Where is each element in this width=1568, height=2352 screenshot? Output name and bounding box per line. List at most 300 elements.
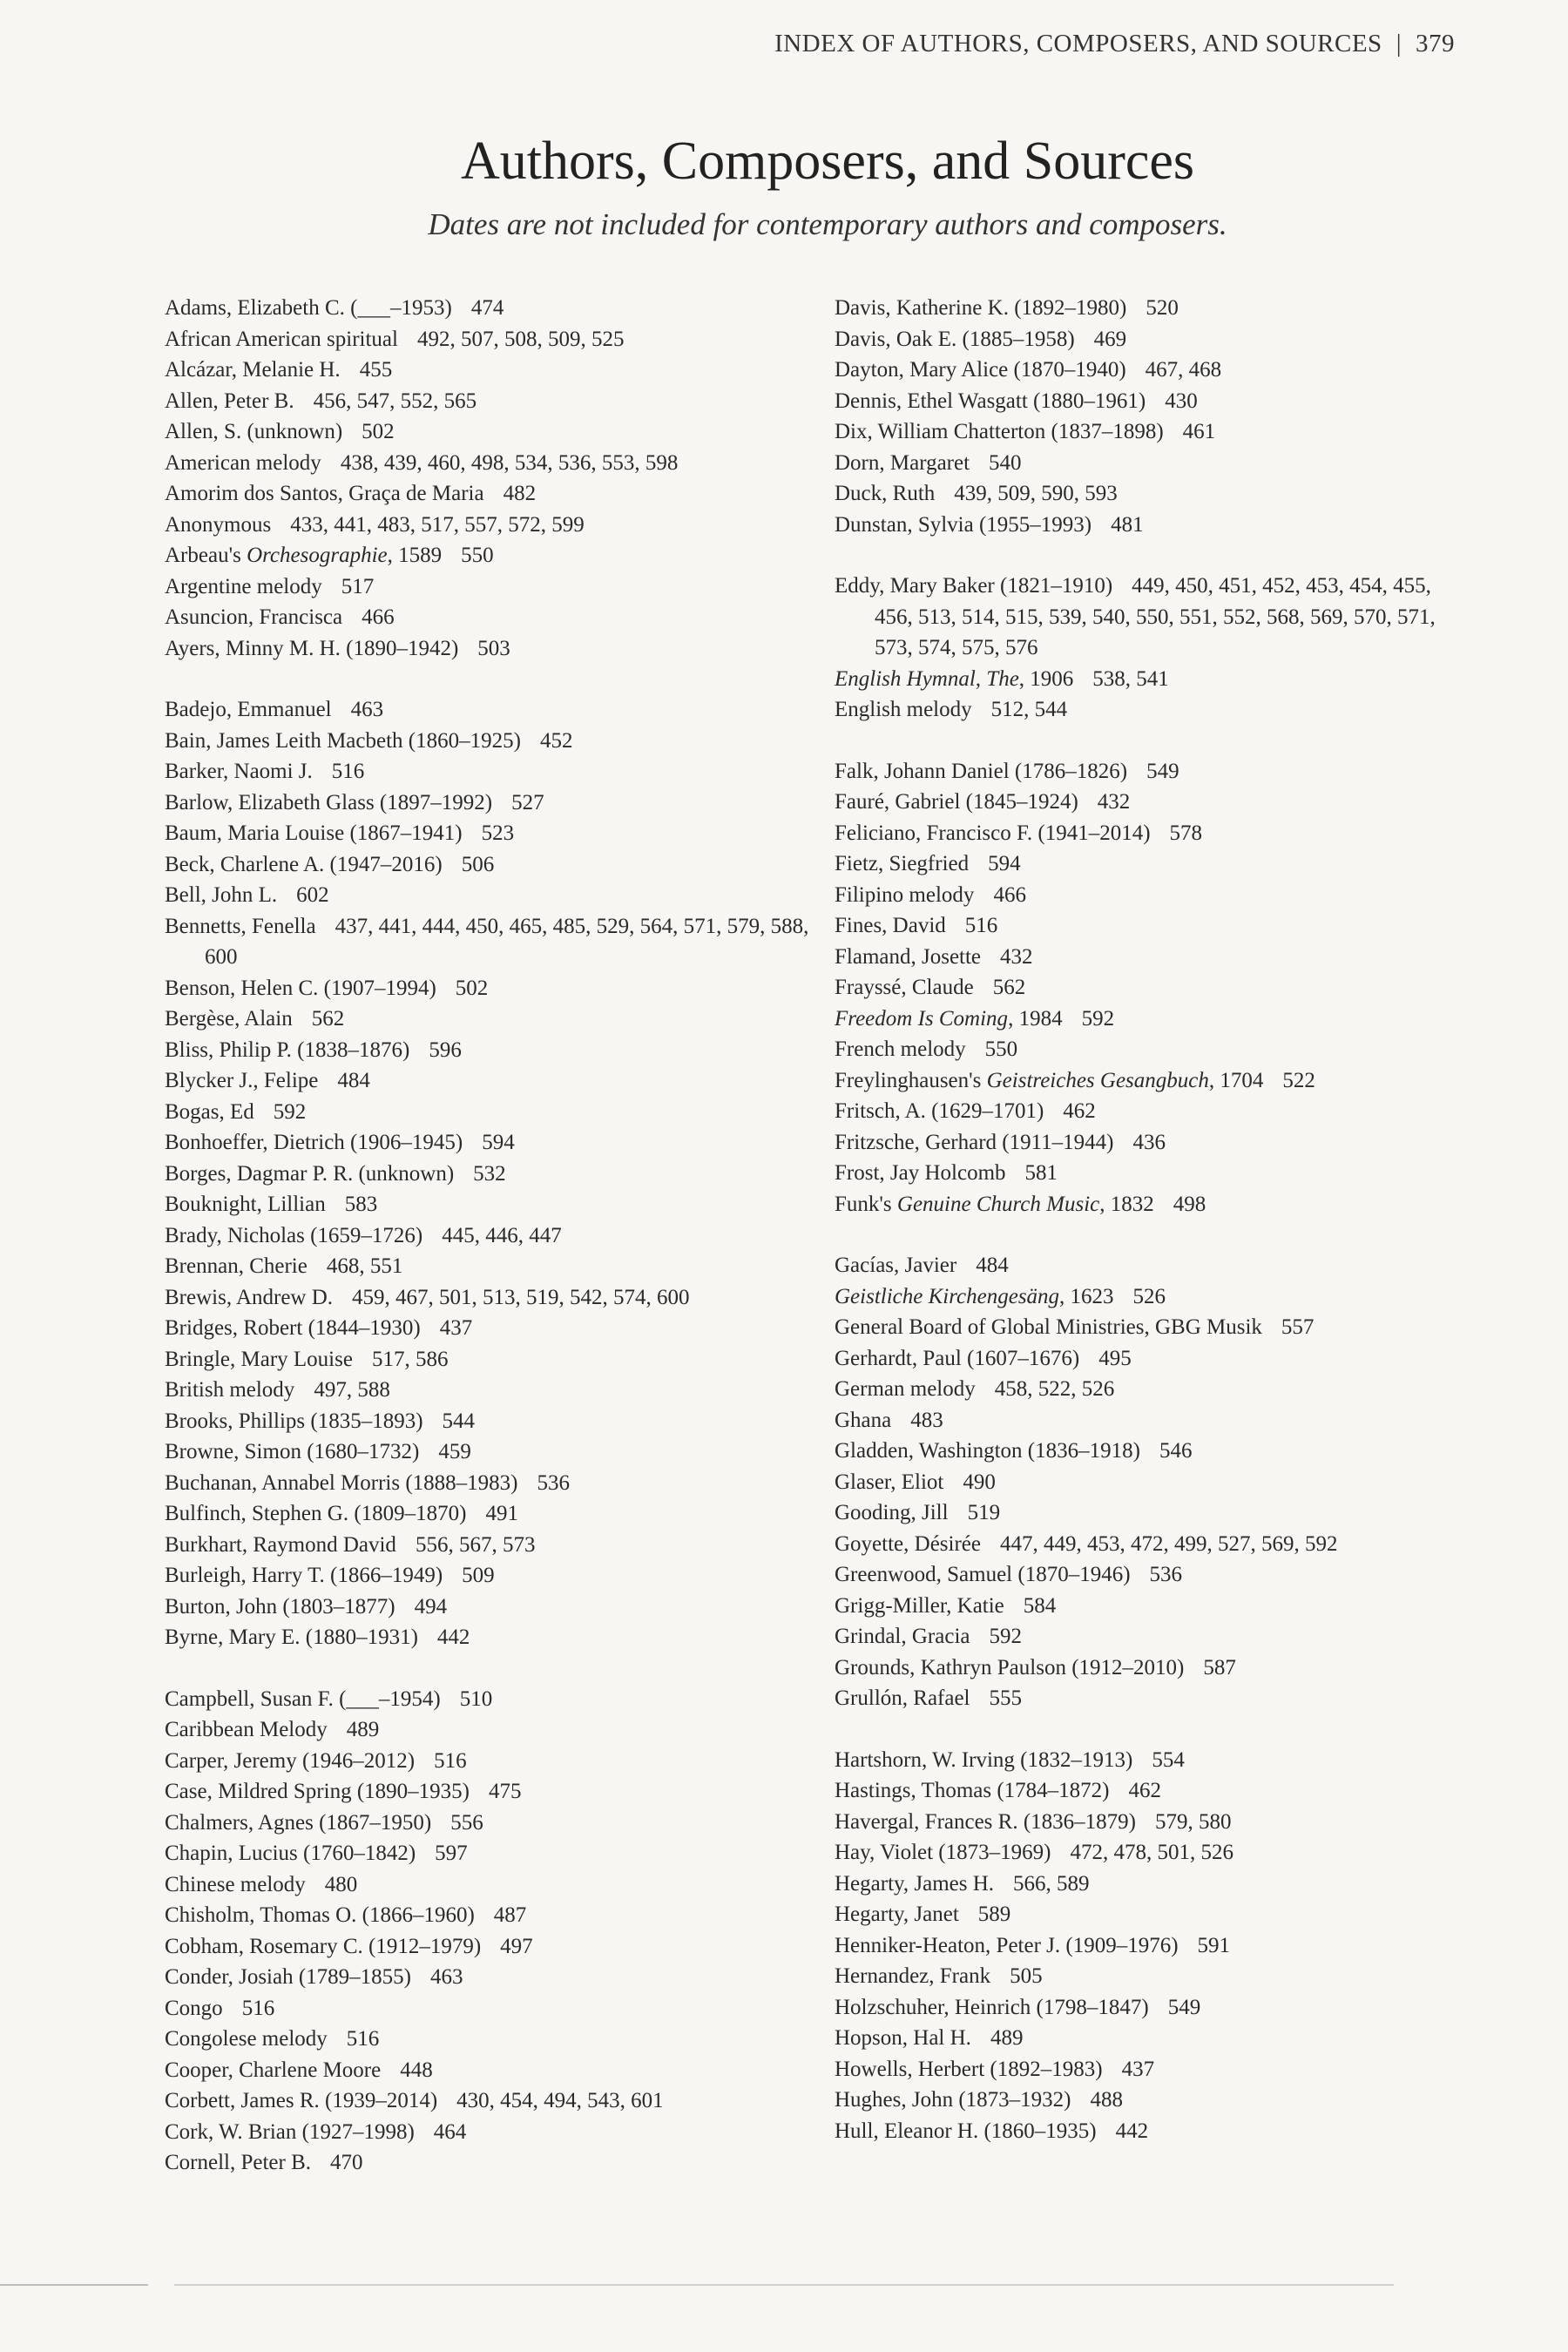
entry-name: Dunstan, Sylvia (1955–1993)	[835, 512, 1092, 537]
entry-name: Cork, W. Brian (1927–1998)	[165, 2119, 415, 2144]
footer-rule	[174, 2284, 1394, 2286]
index-entry	[165, 2085, 835, 2117]
index-entry	[835, 756, 1462, 787]
index-entry	[835, 1807, 1462, 1838]
entry-pages: 546	[1159, 1439, 1193, 1463]
index-entry	[165, 1189, 835, 1220]
entry-pages: 462	[1063, 1099, 1096, 1123]
entry-name: Gooding, Jill	[835, 1501, 949, 1524]
entry-name: Buchanan, Annabel Morris (1888–1983)	[165, 1470, 518, 1495]
letter-group	[835, 293, 1462, 540]
entry-pages: 481	[1111, 512, 1144, 537]
index-entry	[165, 1776, 835, 1808]
entry-name: British melody	[165, 1378, 295, 1402]
entry-name: Glaser, Eliot	[835, 1470, 944, 1494]
letter-group	[835, 1745, 1462, 2147]
entry-pages: 491	[485, 1502, 518, 1525]
entry-name: Hegarty, Janet	[835, 1903, 959, 1926]
index-entry	[165, 1530, 835, 1561]
entry-name: Fauré, Gabriel (1845–1924)	[835, 790, 1078, 814]
entry-suffix: , 1906	[1018, 666, 1074, 691]
entry-name: Hopson, Hal H.	[835, 2026, 971, 2050]
footer-rule	[0, 2284, 148, 2286]
letter-group	[165, 694, 835, 1653]
index-entry	[165, 448, 835, 479]
entry-name: Baum, Maria Louise (1867–1941)	[165, 821, 463, 845]
entry-title-italic: Geistreiches Gesangbuch	[986, 1068, 1209, 1092]
entry-pages: 592	[989, 1625, 1022, 1648]
entry-name: Bennetts, Fenella	[165, 914, 316, 938]
entry-name: Asuncion, Francisca	[165, 605, 343, 629]
index-entry	[835, 510, 1462, 541]
entry-pages: 437, 441, 444, 450, 465, 485, 529, 564, 571, 579, 588, 600	[205, 914, 809, 969]
entry-pages: 455	[359, 358, 393, 382]
index-entry	[835, 2054, 1462, 2085]
entry-name: Corbett, James R. (1939–2014)	[165, 2089, 438, 2112]
entry-name: Flamand, Josette	[835, 944, 982, 969]
entry-name: African American spiritual	[165, 327, 398, 351]
entry-name: Badejo, Emmanuel	[165, 698, 332, 721]
entry-pages: 475	[488, 1780, 522, 1803]
index-column-right	[835, 293, 1462, 2177]
entry-title-italic: Orchesographie	[247, 544, 388, 567]
index-entry	[165, 2024, 835, 2055]
entry-name: Hastings, Thomas (1784–1872)	[835, 1779, 1110, 1802]
entry-pages: 458, 522, 526	[994, 1377, 1115, 1401]
entry-name: Fritzsche, Gerhard (1911–1944)	[835, 1130, 1114, 1154]
index-entry	[165, 1808, 835, 1839]
index-entry	[165, 756, 835, 787]
entry-pages: 549	[1146, 759, 1179, 783]
index-entry	[835, 1158, 1462, 1189]
entry-name: Dorn, Margaret	[835, 450, 970, 475]
index-entry	[835, 386, 1462, 417]
entry-pages: 497	[500, 1934, 533, 1958]
entry-name: Chapin, Lucius (1760–1842)	[165, 1842, 416, 1865]
entry-pages: 436	[1132, 1130, 1166, 1154]
index-entry	[835, 355, 1462, 386]
entry-name: Falk, Johann Daniel (1786–1826)	[835, 759, 1128, 783]
entry-pages: 464	[433, 2119, 467, 2144]
entry-pages: 597	[435, 1842, 468, 1865]
entry-pages: 519	[967, 1501, 1001, 1524]
index-entry	[165, 1035, 835, 1066]
entry-name: Howells, Herbert (1892–1983)	[835, 2057, 1103, 2081]
entry-name: Bulfinch, Stephen G. (1809–1870)	[165, 1502, 467, 1525]
letter-group	[835, 756, 1462, 1220]
entry-pages: 516	[346, 2027, 380, 2051]
entry-name: Davis, Oak E. (1885–1958)	[835, 327, 1075, 351]
entry-name: Frayssé, Claude	[835, 976, 974, 999]
entry-pages: 432	[1097, 790, 1131, 814]
entry-name: Allen, S. (unknown)	[165, 420, 343, 443]
entry-pages: 468, 551	[326, 1254, 403, 1278]
entry-name: Barker, Naomi J.	[165, 760, 313, 783]
index-entry	[165, 386, 835, 417]
entry-name: Hartshorn, W. Irving (1832–1913)	[835, 1747, 1133, 1772]
entry-pages: 430, 454, 494, 543, 601	[456, 2089, 664, 2112]
entry-pages: 523	[481, 821, 515, 845]
index-entry	[165, 1004, 835, 1035]
entry-name: French melody	[835, 1037, 966, 1061]
index-entry	[835, 1034, 1462, 1065]
entry-name: Freylinghausen's	[835, 1068, 987, 1092]
entry-name: Gerhardt, Paul (1607–1676)	[835, 1346, 1080, 1370]
entry-pages: 587	[1203, 1655, 1236, 1680]
index-entry	[165, 880, 835, 911]
index-entry	[165, 818, 835, 849]
entry-name: Bogas, Ed	[165, 1099, 254, 1124]
entry-name: Bonhoeffer, Dietrich (1906–1945)	[165, 1131, 463, 1154]
entry-name: Brooks, Phillips (1835–1893)	[165, 1409, 423, 1433]
entry-pages: 456, 547, 552, 565	[313, 389, 477, 413]
letter-group	[165, 1684, 835, 2179]
entry-title-italic: Freedom Is Coming	[835, 1006, 1009, 1031]
entry-suffix: , 1704	[1208, 1068, 1264, 1092]
entry-pages: 591	[1197, 1933, 1231, 1957]
index-entry	[165, 694, 835, 726]
entry-suffix: , 1589	[387, 544, 443, 567]
index-entry	[835, 848, 1462, 880]
index-entry	[835, 1436, 1462, 1467]
entry-pages: 554	[1152, 1747, 1185, 1772]
index-entry	[165, 2147, 835, 2179]
index-entry	[165, 911, 835, 973]
entry-name: Brewis, Andrew D.	[165, 1285, 334, 1309]
entry-pages: 498	[1173, 1192, 1206, 1216]
entry-name: English melody	[835, 698, 972, 721]
entry-pages: 538, 541	[1092, 666, 1169, 691]
index-entry	[835, 2023, 1462, 2054]
entry-pages: 484	[337, 1069, 370, 1092]
entry-pages: 466	[993, 882, 1026, 907]
index-entry	[165, 571, 835, 603]
index-entry	[165, 355, 835, 386]
entry-name: Henniker-Heaton, Peter J. (1909–1976)	[835, 1933, 1179, 1957]
entry-pages: 517	[341, 574, 375, 598]
entry-pages: 502	[455, 976, 489, 1000]
entry-name: Bringle, Mary Louise	[165, 1347, 353, 1371]
index-entry	[165, 1159, 835, 1190]
entry-name: Adams, Elizabeth C. (___–1953)	[165, 296, 452, 320]
entry-name: Benson, Helen C. (1907–1994)	[165, 976, 436, 1000]
index-entry	[835, 1992, 1462, 2024]
entry-name: Davis, Katherine K. (1892–1980)	[835, 296, 1127, 320]
index-entry	[835, 1930, 1462, 1962]
entry-pages: 540	[989, 450, 1022, 475]
entry-name: Hughes, John (1873–1932)	[835, 2088, 1071, 2112]
entry-pages: 437	[1121, 2057, 1155, 2081]
index-entry	[165, 1406, 835, 1437]
entry-pages: 544	[442, 1409, 476, 1433]
index-column-left	[165, 293, 835, 2209]
entry-name: Dayton, Mary Alice (1870–1940)	[835, 358, 1126, 382]
entry-name: Bliss, Philip P. (1838–1876)	[165, 1037, 410, 1062]
entry-pages: 596	[429, 1037, 462, 1062]
index-entry	[835, 416, 1462, 448]
entry-pages: 438, 439, 460, 498, 534, 536, 553, 598	[340, 450, 679, 475]
index-entry	[165, 1622, 835, 1653]
index-entry	[835, 1312, 1462, 1343]
entry-name: Hull, Eleanor H. (1860–1935)	[835, 2119, 1097, 2143]
entry-pages: 520	[1146, 296, 1179, 320]
entry-name: Funk's	[835, 1192, 897, 1216]
index-entry	[835, 1250, 1462, 1281]
index-entry	[835, 478, 1462, 510]
entry-name: Borges, Dagmar P. R. (unknown)	[165, 1161, 455, 1186]
index-entry	[835, 1096, 1462, 1127]
entry-name: Hay, Violet (1873–1969)	[835, 1841, 1051, 1864]
entry-pages: 536	[537, 1470, 570, 1495]
entry-title-italic: English Hymnal, The	[835, 666, 1019, 691]
entry-name: Congo	[165, 1996, 223, 2020]
letter-group	[835, 1250, 1462, 1714]
index-entry	[165, 1313, 835, 1344]
entry-pages: 527	[511, 790, 544, 814]
entry-pages: 467, 468	[1145, 358, 1222, 382]
index-entry	[835, 910, 1462, 942]
entry-pages: 589	[977, 1903, 1011, 1926]
entry-pages: 442	[436, 1625, 470, 1649]
index-entry	[165, 1344, 835, 1375]
entry-name: Hegarty, James H.	[835, 1871, 995, 1896]
entry-pages: 447, 449, 453, 472, 499, 527, 569, 592	[999, 1531, 1338, 1556]
index-entry	[835, 1529, 1462, 1560]
entry-pages: 430	[1165, 389, 1198, 413]
entry-pages: 516	[331, 760, 365, 783]
entry-pages: 592	[1081, 1006, 1115, 1031]
entry-name: Chisholm, Thomas O. (1866–1960)	[165, 1903, 475, 1927]
index-entry	[165, 1220, 835, 1252]
entry-pages: 578	[1169, 821, 1203, 845]
entry-pages: 503	[477, 636, 510, 660]
entry-name: Grigg-Miller, Katie	[835, 1593, 1004, 1618]
entry-pages: 480	[324, 1872, 358, 1896]
entry-pages: 557	[1281, 1315, 1315, 1339]
entry-pages: 536	[1149, 1563, 1183, 1586]
index-entry	[835, 1004, 1462, 1035]
entry-pages: 433, 441, 483, 517, 557, 572, 599	[290, 512, 585, 537]
entry-pages: 549	[1167, 1995, 1201, 2019]
entry-name: Ghana	[835, 1408, 892, 1432]
index-entry	[835, 1405, 1462, 1436]
entry-pages: 488	[1090, 2088, 1124, 2112]
entry-pages: 474	[470, 296, 504, 320]
index-entry	[165, 1962, 835, 1993]
index-entry	[165, 416, 835, 448]
index-entry	[835, 1775, 1462, 1807]
entry-pages: 566, 589	[1013, 1871, 1090, 1896]
index-entry	[835, 1869, 1462, 1900]
entry-name: Cobham, Rosemary C. (1912–1979)	[165, 1934, 482, 1958]
index-entry	[835, 1621, 1462, 1652]
entry-name: Eddy, Mary Baker (1821–1910)	[835, 574, 1113, 598]
entry-pages: 592	[273, 1099, 307, 1124]
index-entry	[835, 293, 1462, 324]
entry-pages: 510	[459, 1686, 493, 1711]
entry-name: Gacías, Javier	[835, 1254, 957, 1277]
entry-name: Bouknight, Lillian	[165, 1193, 326, 1216]
entry-pages: 459	[438, 1440, 471, 1463]
entry-name: Barlow, Elizabeth Glass (1897–1992)	[165, 790, 493, 814]
entry-name: Beck, Charlene A. (1947–2016)	[165, 852, 443, 876]
index-entry	[165, 2117, 835, 2148]
entry-name: Campbell, Susan F. (___–1954)	[165, 1686, 441, 1711]
index-entry	[165, 1498, 835, 1530]
entry-name: Hernandez, Frank	[835, 1964, 991, 1988]
entry-pages: 495	[1098, 1346, 1132, 1370]
entry-name: Grounds, Kathryn Paulson (1912–2010)	[835, 1655, 1185, 1680]
entry-pages: 555	[989, 1686, 1023, 1710]
entry-name: Chinese melody	[165, 1872, 306, 1896]
entry-pages: 442	[1115, 2119, 1149, 2143]
entry-pages: 594	[988, 852, 1021, 875]
index-entry	[165, 1251, 835, 1282]
entry-name: Burleigh, Harry T. (1866–1949)	[165, 1564, 443, 1587]
entry-pages: 492, 507, 508, 509, 525	[416, 327, 625, 351]
index-entry	[835, 1189, 1462, 1220]
index-entry	[835, 324, 1462, 355]
index-entry	[835, 1745, 1462, 1776]
index-entry	[165, 1560, 835, 1592]
entry-pages: 497, 588	[314, 1378, 390, 1402]
index-entry	[835, 942, 1462, 973]
entry-pages: 437	[439, 1316, 473, 1340]
entry-name: Holzschuher, Heinrich (1798–1847)	[835, 1995, 1149, 2019]
index-entry	[165, 787, 835, 819]
index-entry	[165, 1931, 835, 1963]
entry-name: Blycker J., Felipe	[165, 1069, 319, 1092]
entry-pages: 472, 478, 501, 526	[1070, 1841, 1233, 1864]
entry-name: Burkhart, Raymond David	[165, 1532, 396, 1557]
index-entry	[165, 1127, 835, 1159]
index-entry	[165, 540, 835, 571]
entry-name: Bridges, Robert (1844–1930)	[165, 1316, 421, 1340]
entry-pages: 556, 567, 573	[415, 1532, 536, 1557]
entry-name: Carper, Jeremy (1946–2012)	[165, 1748, 416, 1773]
entry-name: Bain, James Leith Macbeth (1860–1925)	[165, 728, 521, 753]
index-entry	[835, 1961, 1462, 1992]
entry-pages: 449, 450, 451, 452, 453, 454, 455, 456, 513, 514, 515, 539, 540, 550, 551, 552, 568, 569, 570, 571, 573, 574, 575, 576	[875, 574, 1436, 659]
entry-name: Ayers, Minny M. H. (1890–1942)	[165, 636, 459, 660]
entry-name: General Board of Global Ministries, GBG Musik	[835, 1315, 1262, 1339]
entry-name: Gladden, Washington (1836–1918)	[835, 1439, 1140, 1463]
entry-name: Dennis, Ethel Wasgatt (1880–1961)	[835, 389, 1146, 413]
entry-name: Filipino melody	[835, 882, 975, 907]
running-head	[774, 30, 1455, 58]
entry-name: Allen, Peter B.	[165, 389, 294, 413]
index-entry	[165, 1714, 835, 1746]
index-entry	[165, 1838, 835, 1869]
page-subtitle: Dates are not included for contemporary authors and composers.	[428, 207, 1227, 241]
index-entry	[165, 324, 835, 355]
index-entry	[165, 478, 835, 510]
entry-pages: 550	[984, 1037, 1018, 1061]
index-entry	[165, 1375, 835, 1406]
entry-name: Frost, Jay Holcomb	[835, 1161, 1006, 1185]
entry-pages: 466	[362, 605, 395, 629]
entry-name: Fritsch, A. (1629–1701)	[835, 1099, 1044, 1123]
entry-name: Anonymous	[165, 512, 272, 537]
entry-pages: 484	[976, 1254, 1009, 1277]
entry-pages: 463	[350, 698, 384, 721]
entry-pages: 516	[964, 914, 998, 937]
entry-pages: 505	[1010, 1964, 1043, 1988]
index-entry	[165, 973, 835, 1004]
index-entry	[835, 972, 1462, 1004]
running-title: INDEX OF AUTHORS, COMPOSERS, AND SOURCES	[774, 30, 1382, 57]
entry-pages: 602	[296, 883, 329, 907]
entry-pages: 448	[400, 2058, 433, 2082]
entry-name: Grindal, Gracia	[835, 1625, 970, 1648]
entry-pages: 489	[346, 1718, 380, 1741]
entry-name: American melody	[165, 450, 321, 475]
entry-pages: 516	[241, 1996, 275, 2020]
index-entry	[165, 726, 835, 757]
entry-pages: 489	[990, 2026, 1024, 2050]
entry-pages: 461	[1182, 420, 1216, 443]
index-entry	[835, 448, 1462, 479]
index-entry	[835, 1559, 1462, 1591]
entry-name: Bell, John L.	[165, 883, 278, 907]
index-entry	[165, 293, 835, 324]
entry-name: Browne, Simon (1680–1732)	[165, 1440, 420, 1463]
entry-pages: 516	[434, 1748, 467, 1773]
index-entry	[165, 1468, 835, 1499]
index-entry	[835, 1591, 1462, 1622]
entry-pages: 462	[1128, 1779, 1161, 1802]
index-entry	[165, 1097, 835, 1128]
entry-name: Amorim dos Santos, Graça de Maria	[165, 482, 484, 505]
index-entry	[835, 1837, 1462, 1869]
index-entry	[835, 1281, 1462, 1313]
entry-name: Goyette, Désirée	[835, 1531, 981, 1556]
entry-pages: 594	[482, 1131, 515, 1154]
entry-name: Arbeau's	[165, 544, 247, 567]
entry-name: Cooper, Charlene Moore	[165, 2058, 382, 2082]
index-entry	[835, 1374, 1462, 1405]
entry-name: Chalmers, Agnes (1867–1950)	[165, 1810, 432, 1835]
page-number: 379	[1416, 30, 1455, 57]
entry-name: Feliciano, Francisco F. (1941–2014)	[835, 821, 1151, 845]
entry-name: Grullón, Rafael	[835, 1686, 970, 1710]
index-entry	[165, 1993, 835, 2024]
entry-pages: 562	[992, 976, 1026, 999]
running-head-separator: |	[1396, 30, 1402, 57]
index-entry	[165, 1282, 835, 1314]
index-entry	[165, 1869, 835, 1901]
entry-name: Burton, John (1803–1877)	[165, 1594, 395, 1619]
index-entry	[165, 1684, 835, 1715]
index-entry	[165, 1746, 835, 1777]
index-entry	[835, 2116, 1462, 2147]
entry-pages: 517, 586	[371, 1347, 449, 1371]
entry-pages: 579, 580	[1154, 1809, 1232, 1834]
entry-name: German melody	[835, 1377, 976, 1401]
entry-pages: 583	[344, 1193, 378, 1216]
entry-name: Fietz, Siegfried	[835, 852, 970, 875]
entry-pages: 562	[311, 1007, 345, 1031]
entry-pages: 526	[1132, 1284, 1166, 1308]
index-entry	[165, 2055, 835, 2086]
entry-pages: 482	[503, 482, 537, 505]
index-entry	[835, 880, 1462, 911]
entry-pages: 506	[461, 852, 495, 876]
index-entry	[835, 1467, 1462, 1498]
entry-pages: 432	[1000, 944, 1033, 969]
entry-name: Conder, Josiah (1789–1855)	[165, 1965, 411, 1989]
index-entry	[165, 1900, 835, 1931]
